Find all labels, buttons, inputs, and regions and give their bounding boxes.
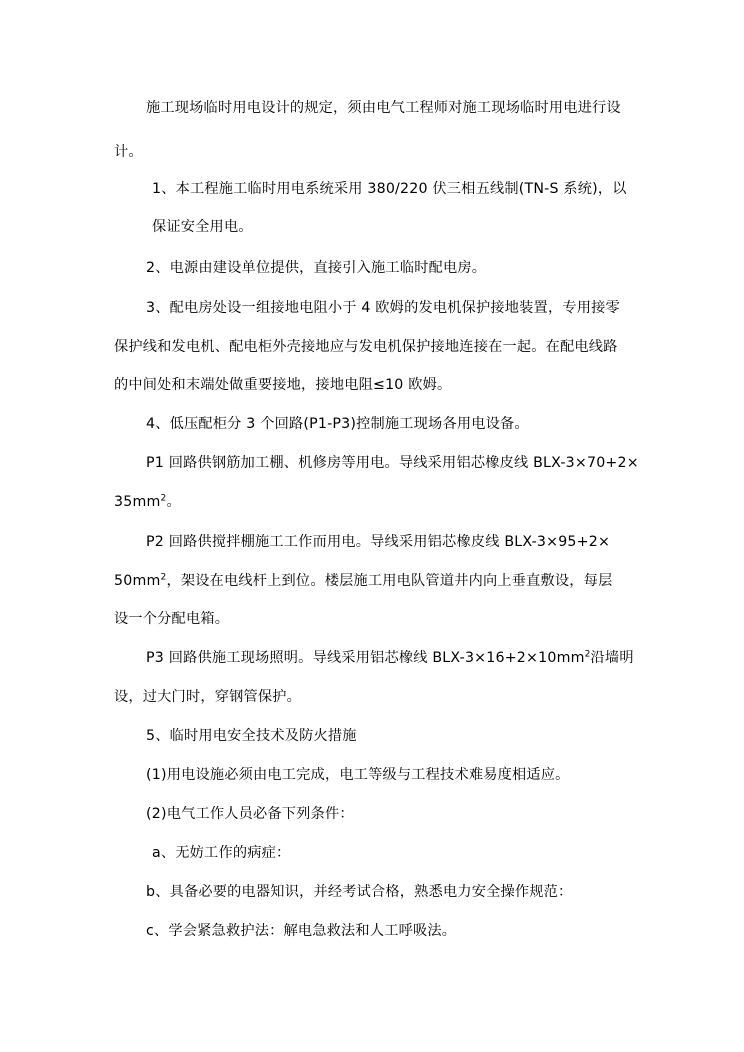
paragraph-line: 4、低压配柜分 3 个回路(P1-P3)控制施工现场各用电设备。 [146, 416, 529, 432]
paragraph-line: 2、电源由建设单位提供，直接引入施工临时配电房。 [146, 260, 487, 276]
section-heading: 5、临时用电安全技术及防火措施 [146, 728, 357, 744]
list-item: b、具备必要的电器知识，并经考试合格，熟悉电力安全操作规范： [146, 884, 573, 900]
paragraph-line: 保护线和发电机、配电柜外壳接地应与发电机保护接地连接在一起。在配电线路 [114, 339, 618, 355]
paragraph-line: 保证安全用电。 [152, 219, 253, 235]
paragraph-line: 施工现场临时用电设计的规定，须由电气工程师对施工现场临时用电进行设 [146, 100, 621, 116]
superscript: 2 [160, 572, 167, 583]
paragraph-line: 3、配电房处设一组接地电阻小于 4 欧姆的发电机保护接地装置，专用接零 [146, 300, 620, 316]
paragraph-line: 计。 [114, 144, 143, 160]
superscript: 2 [160, 493, 167, 504]
text-run: 35mm [114, 494, 161, 510]
paragraph-line: 设一个分配电箱。 [114, 611, 230, 627]
paragraph-line [114, 571, 612, 591]
text-run: 沿墙明 [590, 650, 634, 666]
list-item: a、无妨工作的病症： [152, 845, 291, 861]
paragraph-line [146, 648, 634, 668]
paragraph-line [114, 492, 181, 512]
paragraph-line: (1)用电设施必须由电工完成，电工等级与工程技术难易度相适应。 [146, 767, 570, 783]
text-run: 。 [166, 494, 181, 510]
list-item: c、学会紧急救护法：解电急救法和人工呼吸法。 [146, 923, 457, 939]
paragraph-line: P1 回路供钢筋加工棚、机修房等用电。导线采用铝芯橡皮线 BLX-3×70+2× [146, 455, 639, 471]
paragraph-line: P2 回路供搅拌棚施工工作而用电。导线采用铝芯橡皮线 BLX-3×95+2× [146, 534, 611, 550]
text-run: ，架设在电线杆上到位。楼层施工用电队管道井内向上垂直敷设，每层 [166, 573, 613, 589]
paragraph-line: 设，过大门时，穿钢管保护。 [114, 689, 302, 705]
paragraph-line: 1、本工程施工临时用电系统采用 380/220 伏三相五线制(TN-S 系统)，以 [152, 181, 627, 197]
superscript: 2 [584, 649, 591, 660]
text-run: 50mm [114, 573, 161, 589]
paragraph-line: 的中间处和末端处做重要接地，接地电阻≤10 欧姆。 [114, 377, 452, 393]
text-run: P3 回路供施工现场照明。导线采用铝芯橡线 BLX-3×16+2×10mm [146, 650, 585, 666]
paragraph-line: (2)电气工作人员必备下列条件： [146, 806, 354, 822]
